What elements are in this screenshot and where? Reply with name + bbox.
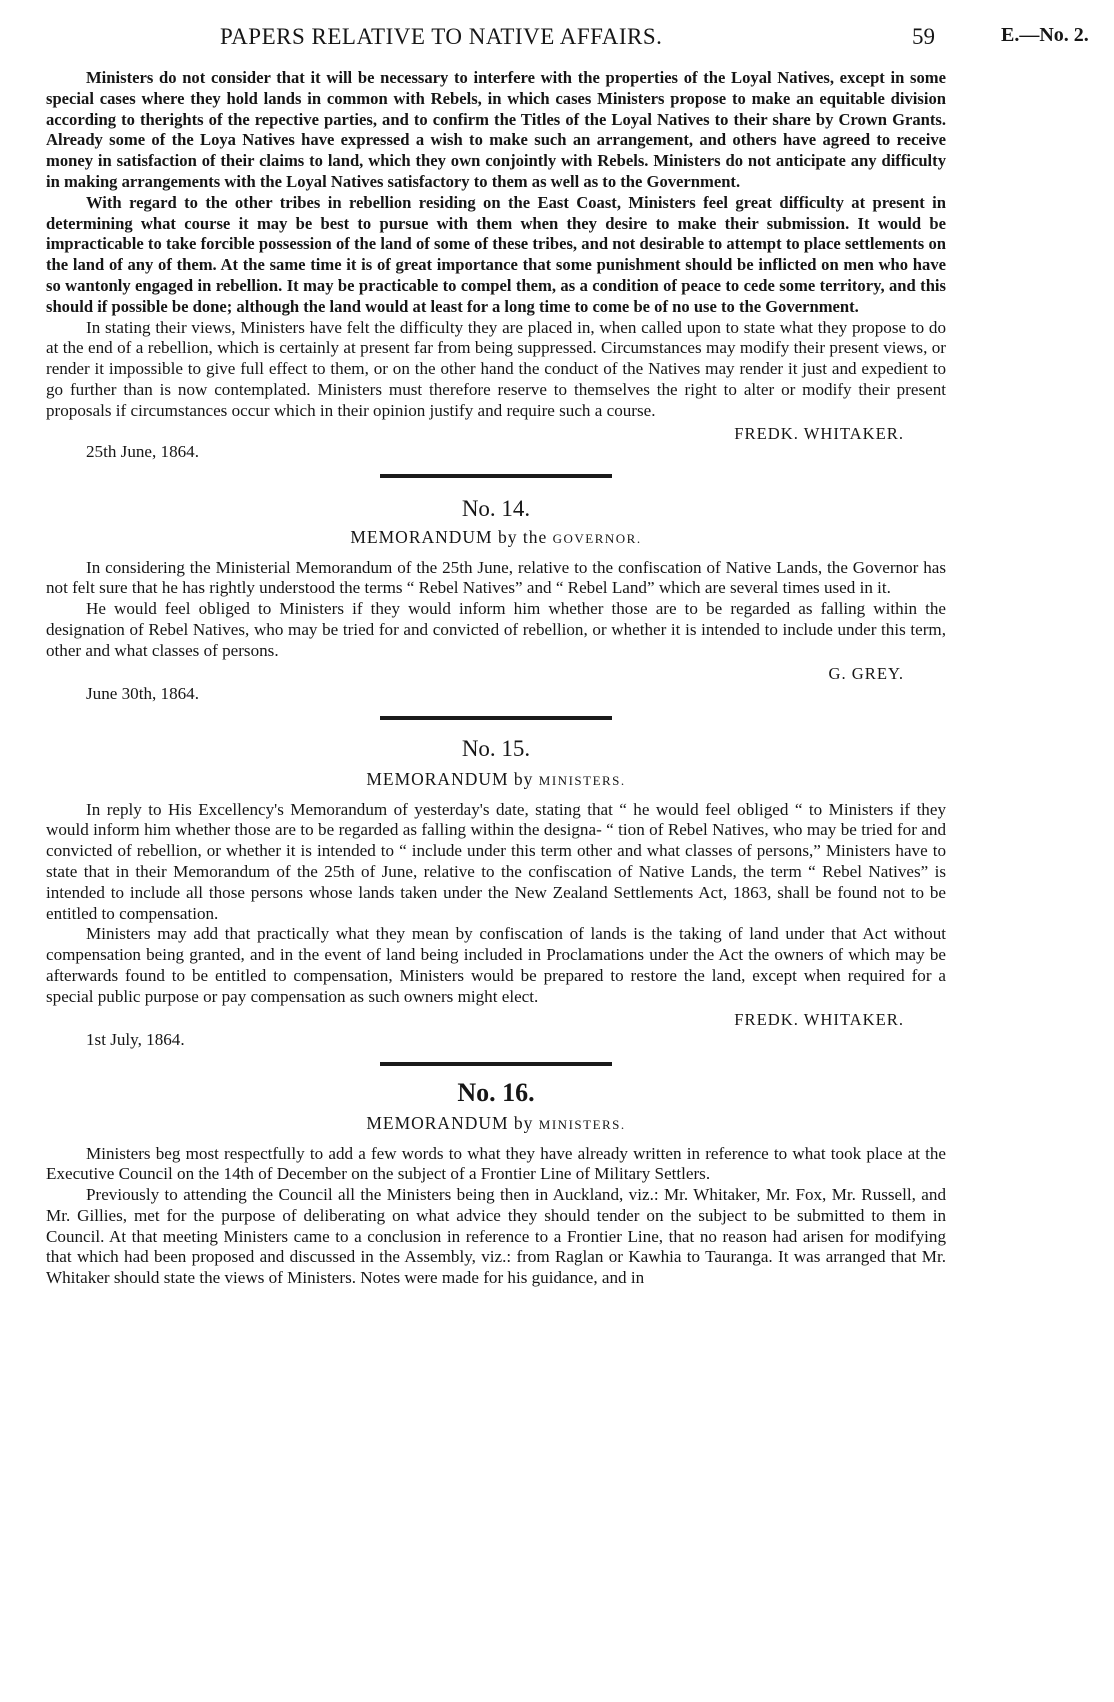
memo-title-author: MINISTERS. — [538, 1116, 626, 1132]
paragraph: Ministers may add that practically what they mean by confiscation of lands is the taking of land under that Act without compensation being granted, and in the event of land being included in Proclamations under the Act the owners of which may be afterwards found to be entitled to compensation, Ministers would be prepared to restore the land, except when required for a special public purpose or pay compensation as such owners might elect. — [46, 924, 946, 1006]
page-header — [46, 24, 1089, 58]
section-divider — [380, 474, 612, 478]
memo-title-main: MEMORANDUM — [366, 1112, 509, 1133]
memo-title-author: MINISTERS. — [538, 772, 626, 788]
paper-reference: E.—No. 2. — [1001, 24, 1089, 46]
memo-title-by: by the — [497, 526, 548, 547]
page-number: 59 — [912, 24, 935, 49]
memo-title-main: MEMORANDUM — [366, 768, 509, 789]
document-page — [46, 24, 1089, 1289]
intro-section — [46, 68, 946, 462]
section-number: No. 14. — [461, 495, 531, 521]
signature: G. GREY. — [828, 663, 904, 683]
memorandum-no-15 — [46, 736, 946, 1050]
memorandum-title — [46, 768, 946, 792]
section-divider — [380, 1062, 612, 1066]
paragraph: In reply to His Excellency's Memorandum of yesterday's date, stating that “ he would feel obliged “ to Ministers if they would inform him whether those are to be regarded as falling within the designa- “ tion of Rebel Natives, who may be tried for and convicted of rebellion, or whether it is intended to “ include under this term other and what classes of persons,” Ministers have to state that in their Memorandum of the 25th of June, relative to the confiscation of Native Lands, the term “ Rebel Natives” is intended to include all those persons whose lands taken under the New Zealand Settlements Act, 1863, shall be found not to be entitled to compensation. — [46, 799, 946, 923]
date-line: 25th June, 1864. — [86, 441, 200, 461]
paragraph: In considering the Ministerial Memorandum of the 25th June, relative to the confiscation of Native Lands, the Governor has not felt sure that he has rightly understood the terms “ Rebel Natives” and “ Rebel Land” which are several times used in it. — [46, 557, 946, 598]
memo-title-by: by — [513, 768, 534, 789]
paragraph: Ministers do not consider that it will be necessary to interfere with the properties of the Loyal Natives, except in some special cases where they hold lands in common with Rebels, in which cases Ministers propose to make an equitable division according to therights of the repective parties, and to confirm the Titles of the Loyal Natives to their share by Crown Grants. Already some of the Loya Natives have expressed a wish to make such an arrangement, and others have agreed to receive money in satisfaction of their claims to land, which they own conjointly with Rebels. Ministers do not anticipate any difficulty in making arrangements with the Loyal Natives satisfactory to them as well as to the Government. — [46, 68, 946, 191]
paragraph: Previously to attending the Council all the Ministers being then in Auckland, viz.: Mr. Whitaker, Mr. Fox, Mr. Russell, and Mr. Gillies, met for the purpose of deliberating on what advice they should tender on the subject to be submitted to them in Council. At that meeting Ministers came to a conclusion in reference to a Frontier Line, that no reason had arisen for modifying that which had been proposed and discussed in the Assembly, viz.: from Raglan or Kawhia to Tauranga. It was arranged that Mr. Whitaker should state the views of Ministers. Notes were made for his guidance, and in — [46, 1185, 946, 1288]
memorandum-no-16 — [46, 1077, 946, 1290]
memorandum-title — [46, 1112, 946, 1136]
section-divider — [380, 716, 612, 720]
paragraph: In stating their views, Ministers have felt the difficulty they are placed in, when called upon to state what they propose to do at the end of a rebellion, which is certainly at present far from being suppressed. Circumstances may modify their present views, or render it impossible to give full effect to them, or on the other hand the conduct of the Natives may render it just and expedient to go further than is now contemplated. Ministers must therefore reserve to themselves the right to alter or modify their present proposals if circumstances occur which in their opinion justify and require such a course. — [46, 317, 946, 420]
paragraph: With regard to the other tribes in rebellion residing on the East Coast, Ministers feel great difficulty at present in determining what course it may be best to pursue with them when they desire to make their submission. It would be impracticable to take forcible possession of the land of some of these tribes, and not desirable to attempt to place settlements on the land of any of them. At the same time it is of great importance that some punishment should be inflicted on men who have so wantonly engaged in rebellion. It may be practicable to compel them, as a condition of peace to cede some territory, and this should if possible be done; although the land would at least for a long time to come be of no use to the Government. — [46, 192, 946, 316]
section-number: No. 15. — [461, 735, 531, 761]
memorandum-title — [46, 526, 946, 550]
paragraph: He would feel obliged to Ministers if they would inform him whether those are to be regarded as falling within the designation of Rebel Natives, who may be tried for and convicted of rebellion, or whether it is intended to include under this term, other and what classes of persons. — [46, 599, 946, 660]
date-line: June 30th, 1864. — [86, 683, 200, 703]
signature: FREDK. WHITAKER. — [734, 423, 904, 443]
memorandum-no-14 — [46, 496, 946, 704]
running-title: PAPERS RELATIVE TO NATIVE AFFAIRS. — [220, 24, 663, 49]
paragraph: Ministers beg most respectfully to add a few words to what they have already written in reference to what took place at the Executive Council on the 14th of December on the subject of a Frontier Line of Military Settlers. — [46, 1143, 946, 1184]
memo-title-by: by — [513, 1112, 534, 1133]
date-line: 1st July, 1864. — [86, 1029, 185, 1049]
section-number: No. 16. — [457, 1077, 535, 1107]
memo-title-main: MEMORANDUM — [350, 526, 493, 547]
signature: FREDK. WHITAKER. — [734, 1009, 904, 1029]
memo-title-author: GOVERNOR. — [552, 530, 642, 546]
